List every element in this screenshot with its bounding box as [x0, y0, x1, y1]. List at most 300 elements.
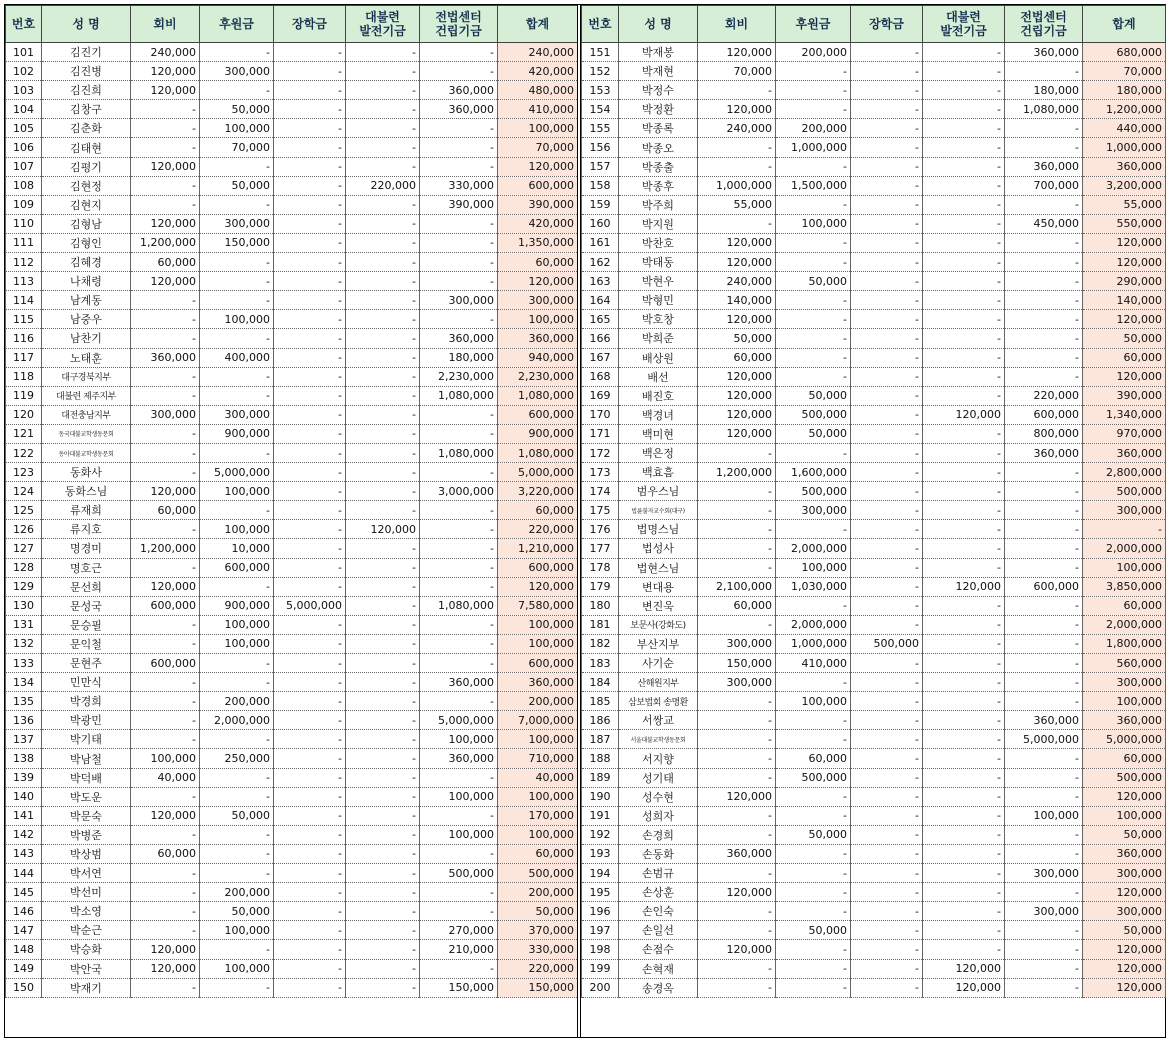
cell-total: 410,000: [498, 100, 578, 119]
cell-name: 법현스님: [619, 558, 698, 577]
cell-name: 김춘화: [42, 119, 131, 138]
header-sponsorship: 후원금: [776, 6, 851, 43]
cell-center-fund: 360,000: [420, 100, 498, 119]
cell-development-fund: -: [923, 940, 1005, 959]
cell-name: 박소영: [42, 902, 131, 921]
cell-no: 143: [6, 844, 42, 863]
cell-name: 박안국: [42, 959, 131, 978]
cell-scholarship: -: [274, 272, 346, 291]
cell-fee: 120,000: [698, 233, 776, 252]
header-center-fund: 전법센터 건립기금: [420, 6, 498, 43]
cell-center-fund: -: [1005, 654, 1083, 673]
table-row: [6, 329, 578, 348]
cell-scholarship: -: [851, 844, 923, 863]
cell-no: 132: [6, 634, 42, 653]
cell-total: 1,080,000: [498, 443, 578, 462]
table-row: [582, 100, 1166, 119]
cell-sponsorship: -: [200, 844, 274, 863]
cell-name: 백은정: [619, 443, 698, 462]
cell-scholarship: -: [274, 711, 346, 730]
cell-name: 백미현: [619, 424, 698, 443]
cell-scholarship: -: [274, 157, 346, 176]
cell-scholarship: -: [851, 272, 923, 291]
cell-scholarship: -: [851, 291, 923, 310]
cell-name: 성수현: [619, 787, 698, 806]
cell-sponsorship: -: [776, 348, 851, 367]
table-row: [582, 768, 1166, 787]
table-row: [582, 195, 1166, 214]
cell-fee: 120,000: [698, 787, 776, 806]
cell-center-fund: -: [420, 959, 498, 978]
cell-fee: 120,000: [698, 940, 776, 959]
cell-no: 188: [582, 749, 619, 768]
cell-scholarship: -: [274, 615, 346, 634]
cell-total: 100,000: [498, 615, 578, 634]
cell-total: 60,000: [1083, 348, 1166, 367]
cell-center-fund: -: [420, 692, 498, 711]
cell-scholarship: -: [851, 577, 923, 596]
table-row: [6, 883, 578, 902]
cell-name: 문선희: [42, 577, 131, 596]
cell-development-fund: -: [346, 214, 420, 233]
cell-fee: -: [131, 100, 200, 119]
cell-total: 100,000: [498, 634, 578, 653]
cell-scholarship: -: [274, 253, 346, 272]
cell-development-fund: -: [346, 902, 420, 921]
table-row: [582, 81, 1166, 100]
cell-total: 100,000: [1083, 692, 1166, 711]
cell-development-fund: -: [923, 386, 1005, 405]
cell-development-fund: -: [923, 367, 1005, 386]
cell-development-fund: -: [923, 119, 1005, 138]
cell-name: 박광민: [42, 711, 131, 730]
cell-no: 146: [6, 902, 42, 921]
cell-scholarship: -: [851, 138, 923, 157]
table-row: [6, 100, 578, 119]
cell-total: 300,000: [498, 291, 578, 310]
cell-scholarship: -: [274, 443, 346, 462]
cell-name: 손혁재: [619, 959, 698, 978]
cell-center-fund: 100,000: [420, 825, 498, 844]
cell-center-fund: -: [420, 43, 498, 62]
cell-center-fund: -: [420, 119, 498, 138]
cell-fee: -: [131, 615, 200, 634]
cell-fee: -: [131, 634, 200, 653]
cell-no: 185: [582, 692, 619, 711]
cell-scholarship: -: [851, 463, 923, 482]
cell-no: 158: [582, 176, 619, 195]
cell-name: 김형인: [42, 233, 131, 252]
cell-center-fund: -: [420, 272, 498, 291]
cell-sponsorship: -: [200, 730, 274, 749]
table-row: [6, 711, 578, 730]
header-scholarship: 장학금: [851, 6, 923, 43]
cell-scholarship: -: [274, 405, 346, 424]
cell-fee: 120,000: [131, 959, 200, 978]
cell-development-fund: -: [923, 730, 1005, 749]
cell-scholarship: -: [851, 405, 923, 424]
cell-sponsorship: -: [200, 940, 274, 959]
cell-center-fund: -: [1005, 253, 1083, 272]
cell-scholarship: -: [274, 43, 346, 62]
cell-fee: -: [131, 310, 200, 329]
cell-name: 김현정: [42, 176, 131, 195]
table-row: [582, 367, 1166, 386]
cell-no: 199: [582, 959, 619, 978]
cell-no: 175: [582, 501, 619, 520]
cell-no: 124: [6, 482, 42, 501]
cell-no: 117: [6, 348, 42, 367]
cell-scholarship: -: [851, 558, 923, 577]
cell-sponsorship: -: [776, 940, 851, 959]
cell-sponsorship: -: [776, 520, 851, 539]
cell-scholarship: -: [851, 386, 923, 405]
cell-total: 420,000: [498, 62, 578, 81]
cell-development-fund: -: [346, 291, 420, 310]
cell-development-fund: -: [923, 100, 1005, 119]
cell-scholarship: -: [274, 940, 346, 959]
cell-scholarship: -: [851, 253, 923, 272]
table-row: [6, 405, 578, 424]
cell-name: 동국대불교학생동문회: [42, 424, 131, 443]
cell-total: 120,000: [498, 577, 578, 596]
cell-development-fund: -: [923, 902, 1005, 921]
cell-total: 3,200,000: [1083, 176, 1166, 195]
cell-no: 176: [582, 520, 619, 539]
cell-no: 181: [582, 615, 619, 634]
cell-total: 500,000: [1083, 768, 1166, 787]
cell-center-fund: 800,000: [1005, 424, 1083, 443]
table-row: [582, 233, 1166, 252]
cell-development-fund: -: [346, 940, 420, 959]
cell-fee: -: [131, 787, 200, 806]
cell-sponsorship: -: [200, 978, 274, 997]
cell-development-fund: -: [923, 711, 1005, 730]
cell-sponsorship: -: [776, 864, 851, 883]
cell-fee: -: [698, 539, 776, 558]
table-row: [582, 482, 1166, 501]
cell-center-fund: 1,080,000: [1005, 100, 1083, 119]
cell-sponsorship: -: [776, 291, 851, 310]
cell-development-fund: -: [923, 806, 1005, 825]
cell-development-fund: -: [346, 978, 420, 997]
table-row: [6, 214, 578, 233]
table-row: [6, 787, 578, 806]
cell-sponsorship: -: [200, 864, 274, 883]
table-row: [582, 138, 1166, 157]
table-row: [582, 787, 1166, 806]
cell-sponsorship: 100,000: [200, 119, 274, 138]
cell-fee: 240,000: [698, 119, 776, 138]
table-row: [6, 692, 578, 711]
cell-no: 157: [582, 157, 619, 176]
cell-fee: -: [131, 730, 200, 749]
cell-fee: 120,000: [131, 806, 200, 825]
cell-sponsorship: 50,000: [776, 386, 851, 405]
cell-development-fund: -: [923, 501, 1005, 520]
cell-sponsorship: -: [776, 844, 851, 863]
cell-development-fund: -: [346, 348, 420, 367]
table-row: [6, 673, 578, 692]
cell-center-fund: -: [1005, 272, 1083, 291]
cell-scholarship: -: [851, 176, 923, 195]
cell-total: 300,000: [1083, 864, 1166, 883]
cell-development-fund: -: [923, 233, 1005, 252]
cell-total: 500,000: [498, 864, 578, 883]
cell-no: 105: [6, 119, 42, 138]
cell-fee: 140,000: [698, 291, 776, 310]
cell-no: 182: [582, 634, 619, 653]
cell-center-fund: -: [420, 520, 498, 539]
cell-scholarship: -: [851, 157, 923, 176]
cell-scholarship: -: [274, 768, 346, 787]
table-row: [6, 176, 578, 195]
cell-development-fund: -: [346, 405, 420, 424]
cell-total: 50,000: [1083, 825, 1166, 844]
cell-no: 168: [582, 367, 619, 386]
cell-fee: -: [131, 119, 200, 138]
cell-no: 107: [6, 157, 42, 176]
cell-name: 문현주: [42, 654, 131, 673]
cell-development-fund: -: [923, 864, 1005, 883]
cell-name: 박재봉: [619, 43, 698, 62]
cell-total: 360,000: [1083, 844, 1166, 863]
cell-sponsorship: -: [776, 100, 851, 119]
cell-sponsorship: -: [200, 81, 274, 100]
cell-development-fund: -: [923, 596, 1005, 615]
cell-center-fund: -: [1005, 825, 1083, 844]
table-row: [6, 520, 578, 539]
cell-no: 104: [6, 100, 42, 119]
cell-fee: -: [698, 825, 776, 844]
cell-name: 김평기: [42, 157, 131, 176]
cell-scholarship: -: [274, 233, 346, 252]
cell-center-fund: 5,000,000: [1005, 730, 1083, 749]
table-row: [6, 501, 578, 520]
cell-development-fund: -: [346, 367, 420, 386]
cell-sponsorship: -: [776, 787, 851, 806]
cell-total: 5,000,000: [498, 463, 578, 482]
cell-scholarship: -: [851, 806, 923, 825]
cell-development-fund: -: [346, 596, 420, 615]
cell-name: 백경녀: [619, 405, 698, 424]
cell-no: 167: [582, 348, 619, 367]
cell-total: 440,000: [1083, 119, 1166, 138]
cell-total: 60,000: [498, 253, 578, 272]
cell-center-fund: -: [420, 806, 498, 825]
cell-center-fund: -: [420, 214, 498, 233]
cell-total: 360,000: [498, 329, 578, 348]
cell-scholarship: -: [274, 730, 346, 749]
cell-name: 남중우: [42, 310, 131, 329]
cell-sponsorship: -: [776, 902, 851, 921]
table-row: [582, 883, 1166, 902]
cell-sponsorship: -: [200, 329, 274, 348]
cell-fee: -: [131, 825, 200, 844]
table-row: [582, 214, 1166, 233]
cell-development-fund: -: [923, 138, 1005, 157]
cell-center-fund: 360,000: [420, 673, 498, 692]
cell-name: 박경희: [42, 692, 131, 711]
cell-fee: -: [131, 424, 200, 443]
cell-no: 177: [582, 539, 619, 558]
cell-no: 111: [6, 233, 42, 252]
cell-center-fund: 360,000: [1005, 43, 1083, 62]
cell-scholarship: -: [851, 233, 923, 252]
cell-sponsorship: -: [776, 195, 851, 214]
cell-center-fund: -: [420, 253, 498, 272]
cell-name: 법명스님: [619, 520, 698, 539]
cell-center-fund: 360,000: [420, 749, 498, 768]
cell-scholarship: -: [851, 119, 923, 138]
cell-scholarship: -: [274, 825, 346, 844]
cell-no: 179: [582, 577, 619, 596]
cell-scholarship: -: [274, 539, 346, 558]
cell-no: 156: [582, 138, 619, 157]
cell-no: 180: [582, 596, 619, 615]
cell-name: 변진욱: [619, 596, 698, 615]
cell-sponsorship: -: [776, 673, 851, 692]
cell-sponsorship: 300,000: [200, 62, 274, 81]
cell-center-fund: -: [1005, 768, 1083, 787]
cell-fee: 360,000: [698, 844, 776, 863]
table-row: [582, 692, 1166, 711]
cell-total: 100,000: [498, 310, 578, 329]
cell-total: 40,000: [498, 768, 578, 787]
cell-sponsorship: -: [200, 386, 274, 405]
cell-no: 155: [582, 119, 619, 138]
table-row: [6, 386, 578, 405]
cell-no: 159: [582, 195, 619, 214]
cell-development-fund: -: [346, 119, 420, 138]
cell-total: 100,000: [498, 119, 578, 138]
cell-sponsorship: 2,000,000: [776, 539, 851, 558]
table-row: [582, 844, 1166, 863]
cell-fee: -: [131, 443, 200, 462]
cell-fee: -: [131, 864, 200, 883]
cell-sponsorship: 1,500,000: [776, 176, 851, 195]
cell-no: 183: [582, 654, 619, 673]
cell-fee: 60,000: [698, 348, 776, 367]
cell-fee: 120,000: [698, 386, 776, 405]
cell-fee: -: [698, 520, 776, 539]
table-row: [6, 157, 578, 176]
cell-total: 50,000: [1083, 921, 1166, 940]
cell-center-fund: -: [1005, 348, 1083, 367]
cell-development-fund: -: [346, 634, 420, 653]
cell-center-fund: -: [420, 634, 498, 653]
cell-total: 2,000,000: [1083, 539, 1166, 558]
cell-sponsorship: 150,000: [200, 233, 274, 252]
cell-name: 박순근: [42, 921, 131, 940]
cell-fee: -: [698, 501, 776, 520]
cell-no: 193: [582, 844, 619, 863]
cell-scholarship: -: [274, 654, 346, 673]
cell-sponsorship: 50,000: [776, 272, 851, 291]
cell-fee: 240,000: [698, 272, 776, 291]
cell-development-fund: -: [346, 443, 420, 462]
cell-name: 손상훈: [619, 883, 698, 902]
cell-no: 108: [6, 176, 42, 195]
cell-development-fund: -: [923, 443, 1005, 462]
table-row: [582, 749, 1166, 768]
header-total: 합계: [498, 6, 578, 43]
cell-name: 박재현: [619, 62, 698, 81]
cell-name: 법륜불자교수회(대구): [619, 501, 698, 520]
cell-development-fund: -: [923, 157, 1005, 176]
cell-scholarship: -: [851, 348, 923, 367]
cell-scholarship: -: [274, 138, 346, 157]
cell-name: 박현우: [619, 272, 698, 291]
cell-no: 135: [6, 692, 42, 711]
cell-center-fund: 100,000: [420, 787, 498, 806]
cell-center-fund: -: [1005, 787, 1083, 806]
cell-name: 동화사: [42, 463, 131, 482]
cell-development-fund: 220,000: [346, 176, 420, 195]
cell-center-fund: -: [420, 902, 498, 921]
cell-development-fund: -: [923, 81, 1005, 100]
cell-development-fund: -: [923, 195, 1005, 214]
cell-fee: 60,000: [131, 501, 200, 520]
cell-development-fund: -: [346, 329, 420, 348]
cell-total: 360,000: [1083, 157, 1166, 176]
cell-center-fund: -: [1005, 367, 1083, 386]
cell-no: 114: [6, 291, 42, 310]
cell-name: 손경희: [619, 825, 698, 844]
cell-no: 131: [6, 615, 42, 634]
cell-sponsorship: 900,000: [200, 596, 274, 615]
table-row: [582, 329, 1166, 348]
table-row: [582, 539, 1166, 558]
cell-sponsorship: 300,000: [200, 405, 274, 424]
cell-name: 박상범: [42, 844, 131, 863]
cell-total: 60,000: [1083, 749, 1166, 768]
cell-scholarship: -: [851, 940, 923, 959]
cell-development-fund: -: [346, 43, 420, 62]
cell-name: 손일선: [619, 921, 698, 940]
cell-sponsorship: 900,000: [200, 424, 274, 443]
cell-fee: 50,000: [698, 329, 776, 348]
cell-name: 김현지: [42, 195, 131, 214]
cell-center-fund: 3,000,000: [420, 482, 498, 501]
cell-center-fund: -: [420, 539, 498, 558]
table-row: [582, 386, 1166, 405]
cell-sponsorship: 200,000: [776, 43, 851, 62]
table-row: [6, 844, 578, 863]
cell-center-fund: -: [420, 577, 498, 596]
cell-no: 187: [582, 730, 619, 749]
cell-scholarship: -: [274, 214, 346, 233]
cell-total: 240,000: [498, 43, 578, 62]
cell-scholarship: -: [851, 921, 923, 940]
cell-name: 손동화: [619, 844, 698, 863]
cell-development-fund: -: [346, 558, 420, 577]
cell-center-fund: 360,000: [1005, 711, 1083, 730]
table-row: [6, 596, 578, 615]
table-row: [6, 558, 578, 577]
cell-development-fund: -: [923, 634, 1005, 653]
cell-development-fund: -: [346, 482, 420, 501]
cell-no: 190: [582, 787, 619, 806]
cell-development-fund: -: [923, 558, 1005, 577]
table-row: [582, 310, 1166, 329]
cell-total: 120,000: [1083, 367, 1166, 386]
cell-development-fund: 120,000: [346, 520, 420, 539]
cell-scholarship: -: [851, 978, 923, 997]
table-row: [6, 749, 578, 768]
cell-no: 194: [582, 864, 619, 883]
cell-no: 140: [6, 787, 42, 806]
